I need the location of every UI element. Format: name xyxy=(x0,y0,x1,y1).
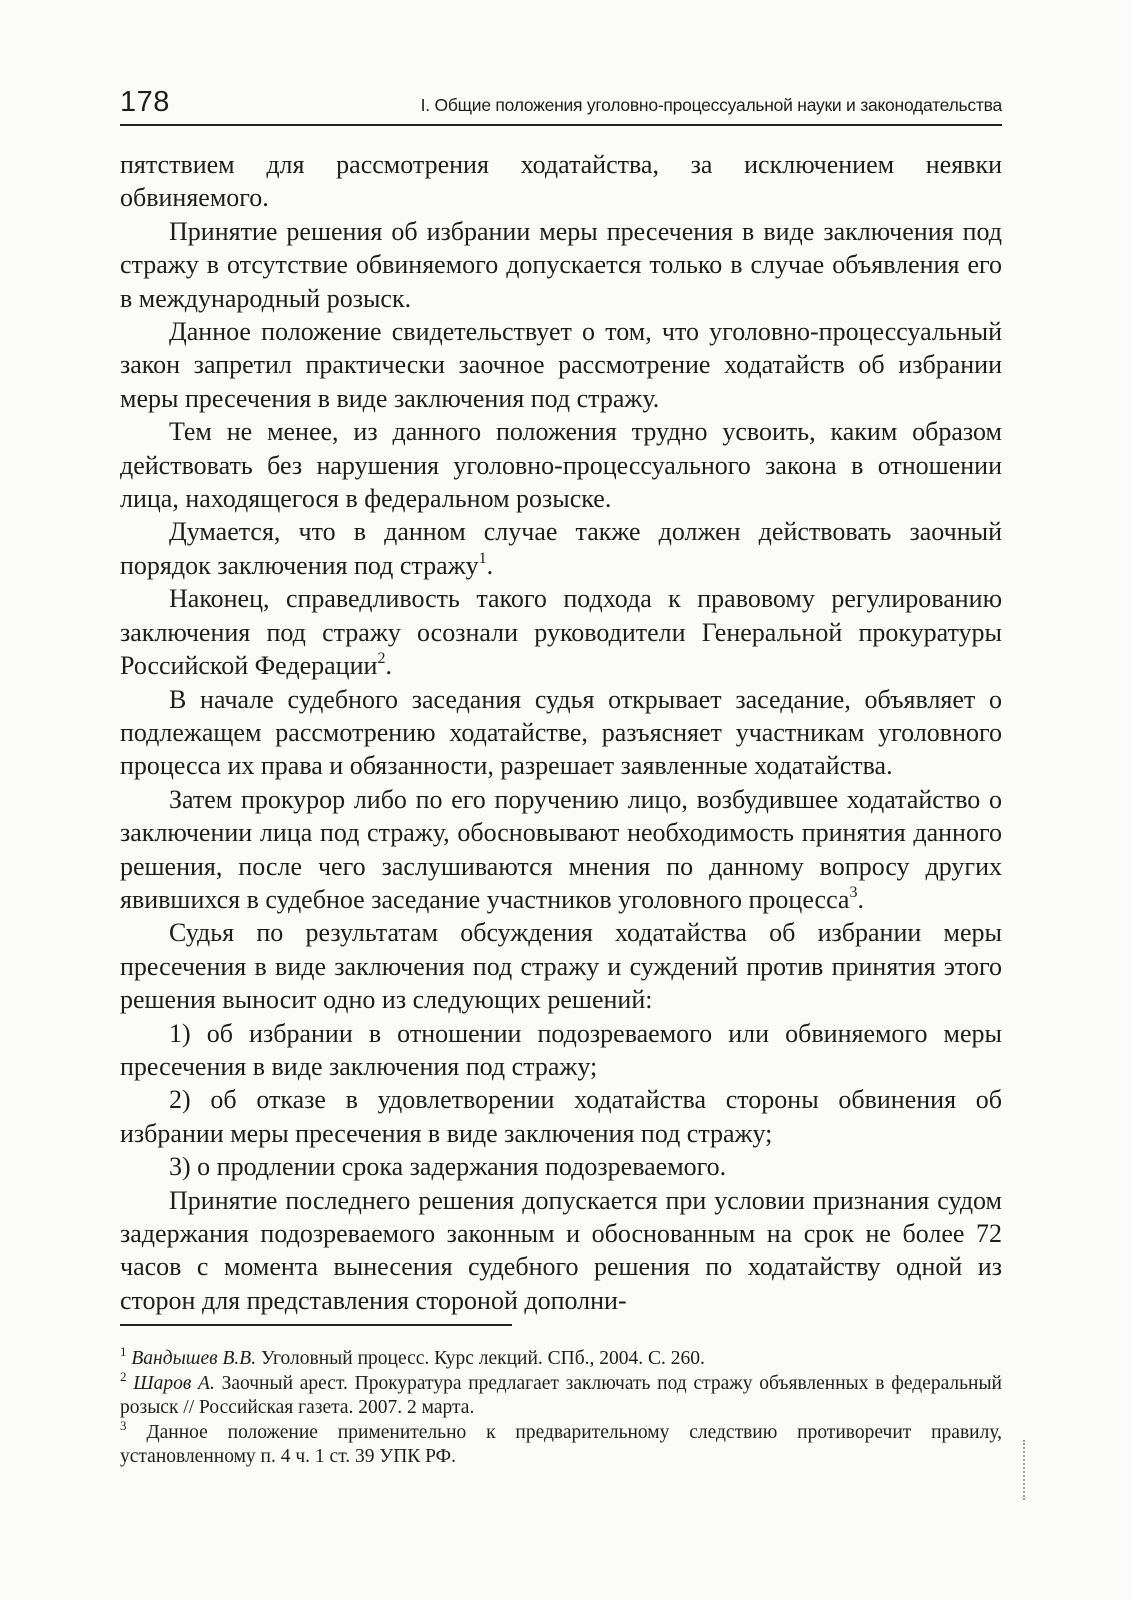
footnote-divider xyxy=(120,1324,512,1326)
list-item: 3) о продлении срока задержания подозреваемого. xyxy=(169,1152,727,1182)
paragraph xyxy=(120,783,1002,917)
paragraph-end: . xyxy=(857,884,864,914)
paragraph: Тем не менее, из данного положения трудно усвоить, каким образом действовать без нарушения уголовно-процессуального закона в отношении лица, находящегося в федеральном розыске. xyxy=(120,417,1002,514)
footnote-author: Вандышев В.В. xyxy=(131,1348,257,1369)
paragraph-text: Затем прокурор либо по его поручению лицо, возбудившее ходатайство о заключении лица под стражу, обосновывают необходимость принятия данного решения, после чего заслушиваются мнения по данному вопросу других явившихся в судебное заседание участников уголовного процесса xyxy=(120,784,1002,914)
paragraph-text: Думается, что в данном случае также должен действовать заочный порядок заключения под стражу xyxy=(120,517,1002,580)
list-item: 1) об избрании в отношении подозреваемого или обвиняемого меры пресечения в виде заключения под стражу; xyxy=(120,1018,1002,1081)
footnote xyxy=(120,1417,1002,1470)
paragraph xyxy=(120,515,1002,582)
paragraph: Принятие последнего решения допускается при условии признания судом задержания подозреваемого законным и обоснованным на срок не более 72 часов с момента вынесения судебного решения по ходатайству одной из сторон для представления стороной дополни- xyxy=(120,1185,1002,1315)
footnote xyxy=(120,1344,1002,1372)
footnote-ref[interactable]: 3 xyxy=(849,883,858,901)
chapter-title: I. Общие положения уголовно-процессуальной науки и законодательства xyxy=(420,95,1002,115)
paragraph xyxy=(120,582,1002,682)
footnote-mark: 1 xyxy=(120,1344,127,1359)
paragraph: В начале судебного заседания судья открывает заседание, объявляет о подлежащем рассмотрению ходатайстве, разъясняет участникам уголовного процесса их права и обязанности, разрешает заявленные ходатайства. xyxy=(120,684,1002,781)
paragraph-text: Наконец, справедливость такого подхода к правовому регулированию заключения под стражу осознали руководители Генеральной прокуратуры Российской Федерации xyxy=(120,584,1002,681)
paragraph: Судья по результатам обсуждения ходатайства об избрании меры пресечения в виде заключения под стражу и суждений против принятия этого решения выносит одно из следующих решений: xyxy=(120,918,1002,1015)
list-item: 2) об отказе в удовлетворении ходатайства стороны обвинения об избрании меры пресечения в виде заключения под стражу; xyxy=(120,1085,1002,1148)
footnote-text: Уголовный процесс. Курс лекций. СПб., 2004. С. 260. xyxy=(256,1348,705,1369)
page-number: 178 xyxy=(120,86,170,118)
running-header xyxy=(120,86,1002,126)
paragraph: Данное положение свидетельствует о том, что уголовно-процессуальный закон запретил практически заочное рассмотрение ходатайств об избрании меры пресечения в виде заключения под стражу. xyxy=(120,317,1002,413)
footnote-text: Данное положение применительно к предварительному следствию противоречит правилу, установленному п. 4 ч. 1 ст. 39 УПК РФ. xyxy=(120,1421,1002,1468)
footnote-mark: 2 xyxy=(120,1368,127,1384)
scan-margin-mark xyxy=(1023,1440,1029,1500)
paragraph-end: . xyxy=(385,651,392,681)
paragraph: Принятие решения об избрании меры пресечения в виде заключения под стражу в отсутствие обвиняемого допускается только в случае объявления его в международный розыск. xyxy=(120,216,1002,313)
footnote-ref[interactable]: 1 xyxy=(478,549,487,567)
footnote-ref[interactable]: 2 xyxy=(377,650,386,668)
footnote xyxy=(120,1368,1002,1421)
footnotes xyxy=(120,1344,1002,1470)
footnote-text: Заочный арест. Прокуратура предлагает заключать под стражу объявленных в федеральный розыск // Российская газета. 2007. 2 марта. xyxy=(120,1372,1002,1419)
paragraph-end: . xyxy=(486,550,494,580)
paragraph: пятствием для рассмотрения ходатайства, за исключением неявки обвиняемого. xyxy=(120,150,1002,213)
footnote-author: Шаров А. xyxy=(133,1372,215,1394)
footnote-mark: 3 xyxy=(120,1417,127,1433)
body-text xyxy=(120,148,1002,1317)
